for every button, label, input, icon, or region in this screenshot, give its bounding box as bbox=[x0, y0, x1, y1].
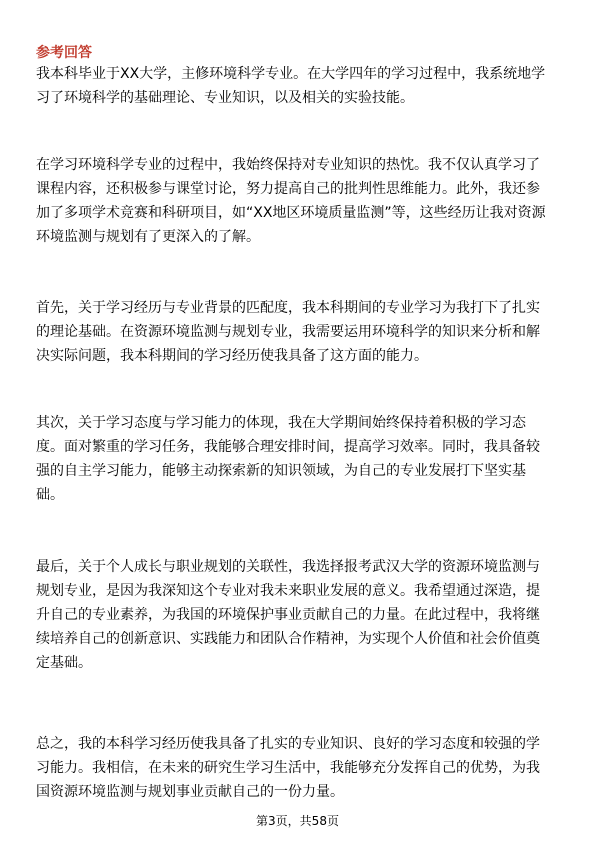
paragraph-4 bbox=[36, 411, 564, 507]
section-heading: 参考回答 bbox=[36, 45, 92, 61]
paragraph-line: 强的自主学习能力，能够主动探索新的知识领域，为自己的专业发展打下坚实基 bbox=[36, 463, 526, 479]
paragraph-line: 首先，关于学习经历与专业背景的匹配度，我本科期间的专业学习为我打下了扎实 bbox=[36, 300, 540, 316]
paragraph-1 bbox=[36, 62, 564, 110]
paragraph-line: 国资源环境监测与规划事业贡献自己的一份力量。 bbox=[36, 784, 344, 800]
paragraph-5 bbox=[36, 555, 564, 675]
paragraph-line: 最后，关于个人成长与职业规划的关联性，我选择报考武汉大学的资源环境监测与 bbox=[36, 559, 540, 575]
paragraph-line: 定基础。 bbox=[36, 655, 92, 671]
paragraph-line: 续培养自己的创新意识、实践能力和团队合作精神，为实现个人价值和社会价值奠 bbox=[36, 631, 540, 647]
paragraph-line: 课程内容，还积极参与课堂讨论，努力提高自己的批判性思维能力。此外，我还参 bbox=[36, 181, 540, 197]
paragraph-line: 习能力。我相信，在未来的研究生学习生活中，我能够充分发挥自己的优势，为我 bbox=[36, 760, 540, 776]
paragraph-line: 加了多项学术竞赛和科研项目，如“XX地区环境质量监测”等，这些经历让我对资源 bbox=[36, 205, 546, 221]
paragraph-line: 础。 bbox=[36, 487, 64, 503]
page-number-footer: 第3页，共58页 bbox=[256, 814, 339, 828]
paragraph-6 bbox=[36, 732, 564, 804]
paragraph-line: 其次，关于学习态度与学习能力的体现，我在大学期间始终保持着积极的学习态 bbox=[36, 415, 526, 431]
paragraph-line: 习了环境科学的基础理论、专业知识，以及相关的实验技能。 bbox=[36, 90, 414, 106]
paragraph-line: 度。面对繁重的学习任务，我能够合理安排时间，提高学习效率。同时，我具备较 bbox=[36, 439, 540, 455]
paragraph-line: 规划专业，是因为我深知这个专业对我未来职业发展的意义。我希望通过深造，提 bbox=[36, 583, 540, 599]
paragraph-3 bbox=[36, 296, 564, 368]
paragraph-2 bbox=[36, 153, 564, 249]
paragraph-line: 总之，我的本科学习经历使我具备了扎实的专业知识、良好的学习态度和较强的学 bbox=[36, 736, 540, 752]
paragraph-line: 在学习环境科学专业的过程中，我始终保持对专业知识的热忱。我不仅认真学习了 bbox=[36, 157, 540, 173]
paragraph-line: 环境监测与规划有了更深入的了解。 bbox=[36, 229, 260, 245]
paragraph-line: 的理论基础。在资源环境监测与规划专业，我需要运用环境科学的知识来分析和解 bbox=[36, 324, 540, 340]
paragraph-line: 决实际问题，我本科期间的学习经历使我具备了这方面的能力。 bbox=[36, 348, 428, 364]
paragraph-line: 我本科毕业于XX大学，主修环境科学专业。在大学四年的学习过程中，我系统地学 bbox=[36, 66, 546, 82]
paragraph-line: 升自己的专业素养，为我国的环境保护事业贡献自己的力量。在此过程中，我将继 bbox=[36, 607, 540, 623]
